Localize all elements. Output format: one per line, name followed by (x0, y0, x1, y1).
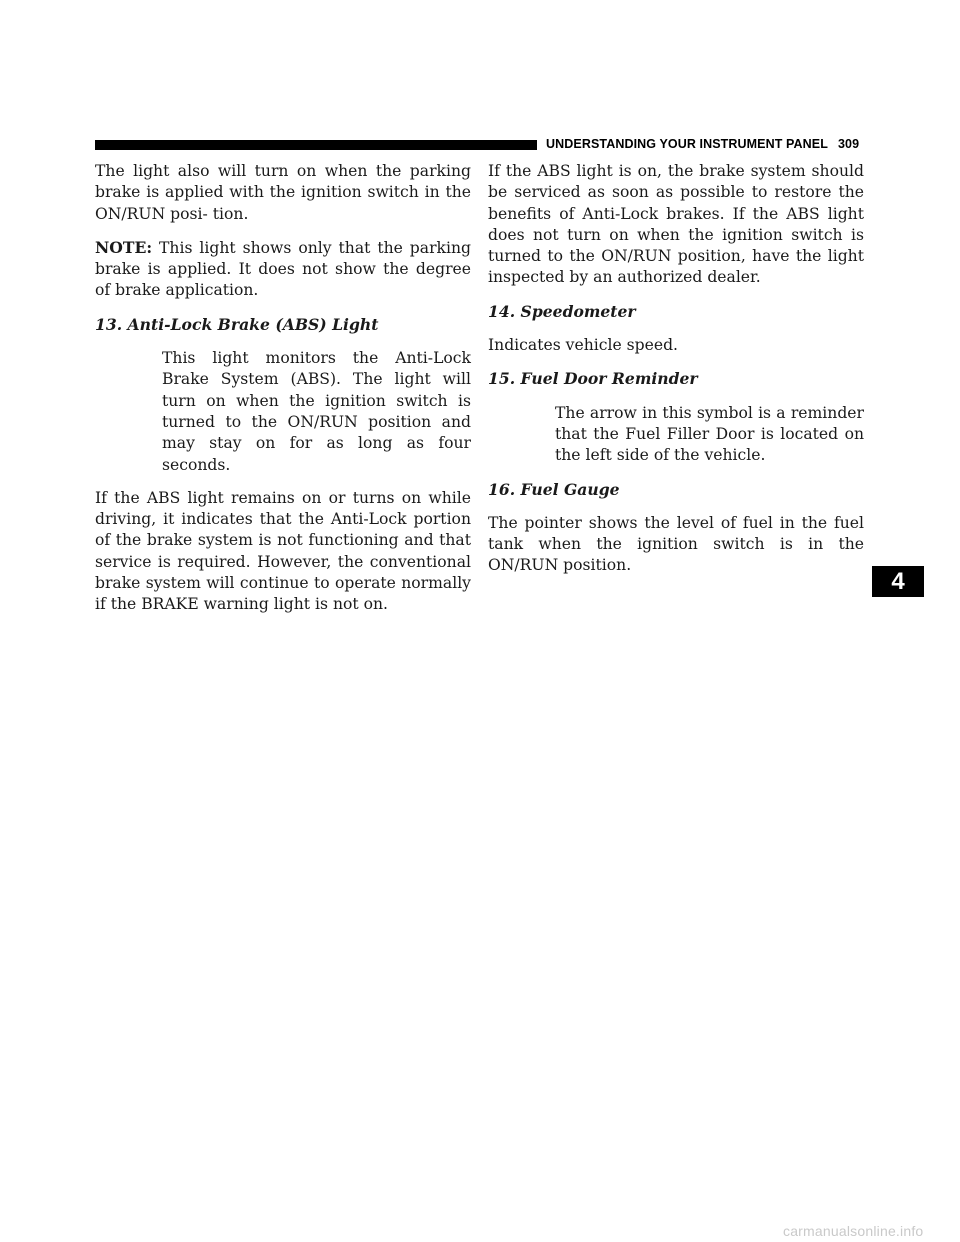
speedometer-text: Indicates vehicle speed. (488, 336, 679, 355)
header-rule (95, 140, 537, 150)
chapter-tab: 4 (872, 566, 924, 597)
paragraph-parking-brake: The light also will turn on when the parking brake is applied with the ignition switch in the ON/RUN posi- tion. (95, 162, 471, 223)
abs-description-block (95, 348, 471, 476)
section-title: UNDERSTANDING YOUR INSTRUMENT PANEL (546, 137, 828, 151)
paragraph-abs-remains: If the ABS light remains on or turns on while driving, it indicates that the Anti-Lock portion of the brake system is not functioning and that service is required. However, the conventional brake system will continue to operate normally if the BRAKE warning light is not on. (95, 488, 471, 614)
fuel-door-block (488, 403, 864, 467)
heading-fuel-gauge: 16. Fuel Gauge (488, 479, 620, 499)
paragraph-abs-on: If the ABS light is on, the brake system should be serviced as soon as possible to restore the benefits of Anti-Lock brakes. If the ABS light does not turn on when the ignition switch is turned to the ON/RUN position, have the light inspected by an authorized dealer. (488, 162, 864, 287)
note-label: NOTE: (95, 237, 153, 257)
note-text: This light shows only that the parking brake is applied. It does not show the degree of brake application. (95, 238, 471, 300)
page-number: 309 (837, 137, 860, 151)
heading-fuel-door: 15. Fuel Door Reminder (488, 369, 698, 389)
right-column (488, 161, 864, 589)
running-header (546, 137, 859, 151)
abs-description: This light monitors the Anti-Lock Brake System (ABS). The light will turn on when the ignition switch is turned to the ON/RUN position and may stay on for as long as four seconds. (162, 349, 471, 474)
fuel-door-text: The arrow in this symbol is a reminder that the Fuel Filler Door is located on the left side of the vehicle. (555, 403, 864, 465)
heading-abs-light: 13. Anti-Lock Brake (ABS) Light (95, 314, 379, 334)
left-column (95, 161, 471, 628)
fuel-gauge-text: The pointer shows the level of fuel in the fuel tank when the ignition switch is in the ON/RUN position. (488, 513, 864, 575)
heading-speedometer: 14. Speedometer (488, 301, 636, 321)
watermark-text: carmanualsonline.info (783, 1223, 924, 1239)
note-paragraph (95, 237, 471, 302)
